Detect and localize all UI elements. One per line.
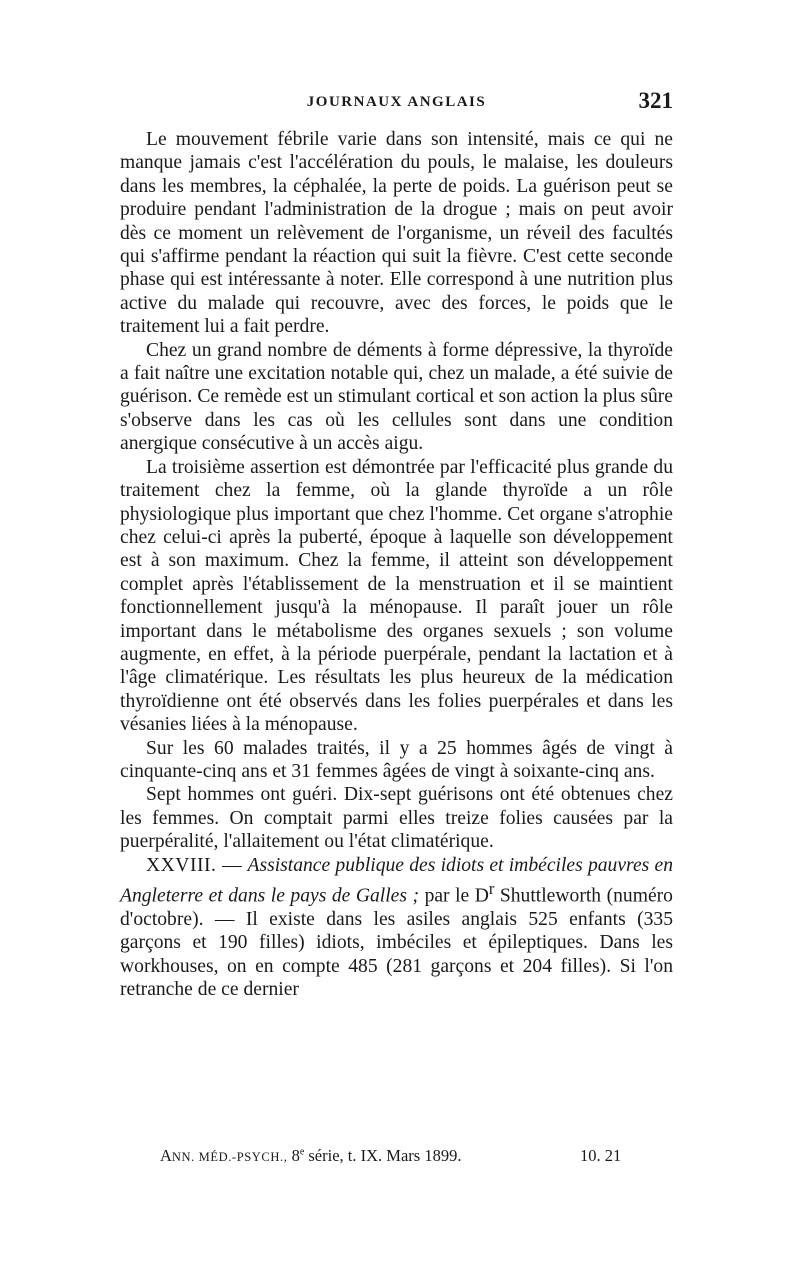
footer-series-num: 8	[291, 1146, 300, 1165]
paragraph: Le mouvement fébrile varie dans son intensité, mais ce qui ne manque jamais c'est l'accélération du pouls, le malaise, les douleurs dans les membres, la céphalée, la perte de poids. La guérison peut se produire pendant l'administration de la drogue ; mais on peut avoir dès ce moment un relèvement de l'organisme, un réveil des facultés qui s'affirme pendant la réaction qui suit la fièvre. C'est cette seconde phase qui est intéressante à noter. Elle correspond à une nutrition plus active du malade qui recouvre, avec des forces, le poids que le traitement lui a fait perdre.	[120, 129, 673, 338]
paragraph: Sur les 60 malades traités, il y a 25 hommes âgés de vingt à cinquante-cinq ans et 31 femmes âgées de vingt à soixante-cinq ans.	[120, 737, 673, 782]
footer-folio: 10. 21	[580, 1146, 622, 1165]
running-head	[120, 88, 673, 128]
author-abbr-sup: r	[488, 879, 495, 898]
section-paragraph	[120, 854, 673, 1002]
section-title: Assistance publique des idiots et imbéciles pauvres en Angleterre et dans le pays de Galles ;	[120, 854, 673, 907]
paragraph: La troisième assertion est démontrée par l'efficacité plus grande du traitement chez la femme, où la glande thyroïde a un rôle physiologique plus important que chez l'homme. Cet organe s'atrophie chez celui-ci après la puberté, époque à laquelle son développement est à son maximum. Chez la femme, il atteint son développement complet après l'établissement de la menstruation et il se maintient fonctionnellement jusqu'à la ménopause. Il paraît jouer un rôle important dans le métabolisme des organes sexuels ; son volume augmente, en effet, à la période puerpérale, pendant la lactation et à l'âge climatérique. Les résultats les plus heureux de la médication thyroïdienne ont été observés dans les folies puerpérales et dans les vésanies liées à la ménopause.	[120, 456, 673, 736]
footer-journal-initial: A	[160, 1146, 172, 1165]
body-text	[120, 128, 673, 1002]
running-title: JOURNAUX ANGLAIS	[306, 94, 487, 110]
author-abbr: D	[474, 885, 489, 907]
section-numeral: XXVIII. —	[146, 854, 243, 876]
author-prefix: par le	[424, 885, 470, 907]
footer-series-sup: e	[299, 1146, 305, 1158]
page	[120, 88, 673, 1002]
footer-series: série, t. IX. Mars 1899.	[308, 1146, 462, 1165]
page-number: 321	[638, 88, 673, 113]
section-text: Shuttleworth (numéro d'octobre). — Il existe dans les asiles anglais 525 enfants (335 garçons et 190 filles) idiots, imbéciles et épileptiques. Dans les workhouses, on en compte 485 (281 garçons et 204 filles). Si l'on retranche de ce dernier	[120, 885, 673, 1001]
footer	[160, 1146, 660, 1166]
footer-journal: NN. MÉD.-PSYCH.,	[171, 1150, 288, 1164]
paragraph: Chez un grand nombre de déments à forme dépressive, la thyroïde a fait naître une excitation notable qui, chez un malade, a été suivie de guérison. Ce remède est un stimulant cortical et son action la plus sûre s'observe dans les cas où les cellules sont dans une condition anergique consécutive à un accès aigu.	[120, 339, 673, 455]
paragraph: Sept hommes ont guéri. Dix-sept guérisons ont été obtenues chez les femmes. On comptait parmi elles treize folies causées par la puerpéralité, l'allaitement ou l'état climatérique.	[120, 784, 673, 853]
